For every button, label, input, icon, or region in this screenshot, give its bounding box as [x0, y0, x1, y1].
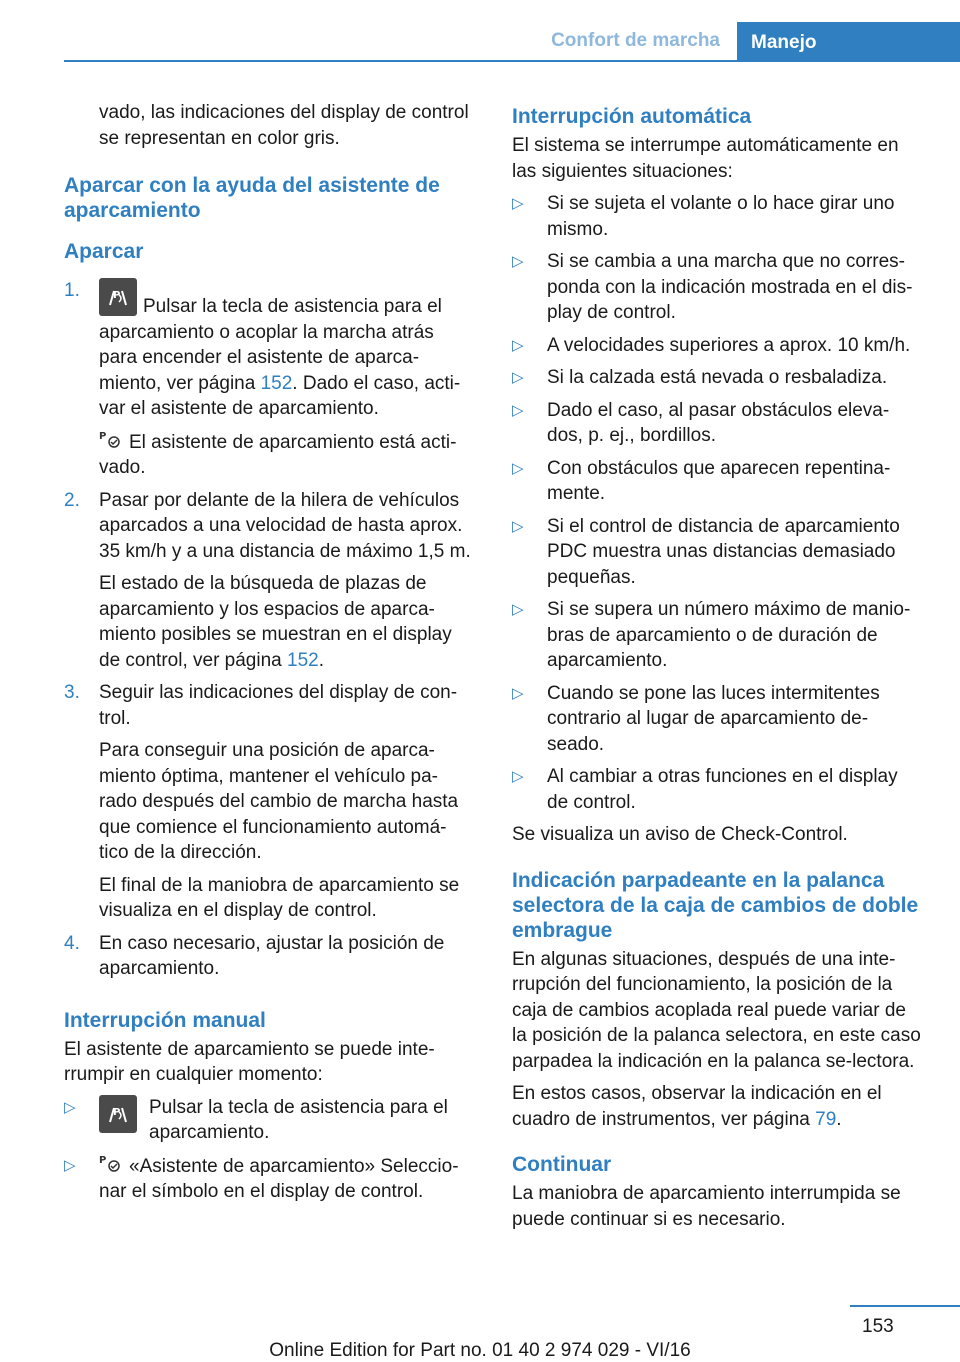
triangle-bullet-icon: ▷	[512, 401, 524, 419]
footer-rule	[850, 1305, 960, 1307]
auto-item: ▷ Si se sujeta el volante o lo hace girar uno mismo.	[512, 193, 895, 240]
svg-text:P: P	[99, 1154, 107, 1166]
step-2: 2. Pasar por delante de la hilera de vehículos aparcados a una velocidad de hasta aprox. 35 km/h y a una distancia de máximo 1,5 m. El estado de la búsqueda de plazas de aparcamiento y los espacios de aparca‐miento posibles se muestran en el display de control, ver página 152.	[64, 489, 471, 671]
blink-paragraph-2: En estos casos, observar la indicación en el cuadro de instrumentos, ver página 79.	[512, 1083, 882, 1130]
triangle-bullet-icon: ▷	[512, 459, 524, 477]
auto-item: ▷ Si el control de distancia de aparcamiento PDC muestra unas distancias demasiado pequeñas.	[512, 515, 900, 588]
park-assist-button-icon	[99, 278, 137, 316]
auto-item: ▷ Dado el caso, al pasar obstáculos eleva‐dos, p. ej., bordillos.	[512, 399, 890, 446]
auto-item: ▷ Si se supera un número máximo de manio‐bras de aparcamiento o de duración de aparcamiento.	[512, 599, 911, 671]
page-link[interactable]: 152	[287, 649, 319, 671]
auto-intro: El sistema se interrumpe automáticamente en las siguientes situaciones:	[512, 135, 899, 182]
step-3: 3. Seguir las indicaciones del display de con‐trol. Para conseguir una posición de aparca‐miento óptima, mantener el vehículo pa‐rado después del cambio de marcha hasta que comience el funcionamiento automá‐tico de la dirección. El final de la maniobra de aparcamiento se visualiza en el display de control.	[64, 682, 460, 921]
step-number: 4.	[64, 932, 80, 954]
manual-item: ▷ P Pulsar la tecla de asistencia para el aparcamiento.	[64, 1096, 448, 1143]
page-link[interactable]: 79	[815, 1108, 837, 1130]
header-rule	[64, 60, 960, 62]
manual-intro: El asistente de aparcamiento se puede inte‐rrumpir en cualquier momento:	[64, 1038, 435, 1085]
svg-text:P: P	[99, 430, 107, 442]
heading-blink: Indicación parpadeante en la palanca selectora de la caja de cambios de doble embrague	[512, 868, 919, 942]
blink-paragraph: En algunas situaciones, después de una inte‐rrupción del funcionamiento, la posición de la caja de cambios acoplada real puede variar de la posición de la palanca selectora, en este caso parpadea la indicación en la palanca se‐lectora.	[512, 948, 921, 1072]
heading-park-assist: Aparcar con la ayuda del asistente de aparcamiento	[64, 174, 440, 222]
heading-auto: Interrupción automática	[512, 105, 752, 128]
triangle-bullet-icon: ▷	[512, 336, 524, 354]
auto-item: ▷ Cuando se pone las luces intermitentes contrario al lugar de aparcamiento de‐seado.	[512, 682, 880, 755]
chapter-tab: Manejo	[737, 22, 960, 62]
triangle-bullet-icon: ▷	[64, 1156, 76, 1174]
auto-item: ▷ Si la calzada está nevada o resbaladiza.	[512, 365, 924, 391]
continue-text: La maniobra de aparcamiento interrumpida se puede continuar si es necesario.	[512, 1183, 901, 1230]
page-number: 153	[862, 1316, 894, 1337]
step-number: 1.	[64, 280, 80, 301]
auto-item: ▷ Con obstáculos que aparecen repentina‐mente.	[512, 457, 891, 504]
auto-outro: Se visualiza un aviso de Check-Control.	[512, 824, 848, 845]
auto-item: ▷ Si se cambia a una marcha que no corres‐ponda con la indicación mostrada en el dis‐play de control.	[512, 251, 913, 323]
heading-park: Aparcar	[64, 240, 144, 263]
left-column	[64, 100, 474, 1212]
manual-item: ▷ P «Asistente de aparcamiento» Seleccio‐nar el símbolo en el display de control.	[64, 1154, 459, 1202]
triangle-bullet-icon: ▷	[512, 253, 524, 270]
triangle-bullet-icon: ▷	[512, 195, 524, 212]
auto-item: ▷ Al cambiar a otras funciones en el display de control.	[512, 766, 898, 813]
park-assist-active-icon	[99, 429, 123, 451]
park-assist-active-icon	[99, 1153, 123, 1175]
auto-item: ▷ A velocidades superiores a aprox. 10 km/h.	[512, 333, 924, 359]
step-number: 3.	[64, 682, 80, 703]
right-column	[512, 100, 924, 1239]
triangle-bullet-icon: ▷	[512, 684, 524, 702]
step-1: 1. P Pulsar la tecla de asistencia para el aparcamiento o acoplar la marcha atrás para encender el asistente de aparca‐miento, ver página 152. Dado el caso, acti‐var el asistente de aparcamiento. P El asistente de aparcamiento está acti‐vado.	[64, 280, 461, 478]
triangle-bullet-icon: ▷	[512, 768, 524, 785]
svg-text:P: P	[113, 290, 121, 301]
page-link[interactable]: 152	[260, 372, 293, 394]
section-title: Confort de marcha	[551, 30, 720, 51]
triangle-bullet-icon: ▷	[64, 1098, 76, 1116]
intro-text: vado, las indicaciones del display de control se representan en color gris.	[99, 102, 469, 149]
triangle-bullet-icon: ▷	[512, 369, 524, 386]
svg-text:P: P	[113, 1106, 121, 1118]
step-4: 4. En caso necesario, ajustar la posición de aparcamiento.	[64, 932, 445, 979]
park-assist-button-icon	[99, 1095, 137, 1133]
step-number: 2.	[64, 489, 80, 511]
edition-footer: Online Edition for Part no. 01 40 2 974 029 - VI/16	[269, 1340, 691, 1361]
triangle-bullet-icon: ▷	[512, 517, 524, 535]
page-header	[0, 0, 960, 62]
heading-continue: Continuar	[512, 1153, 612, 1176]
heading-manual: Interrupción manual	[64, 1008, 266, 1032]
triangle-bullet-icon: ▷	[512, 601, 524, 618]
